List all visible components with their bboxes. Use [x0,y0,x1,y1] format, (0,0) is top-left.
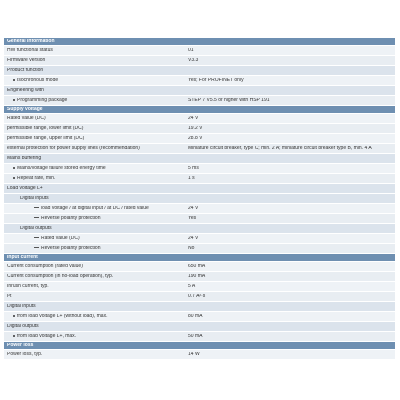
spec-label-cell [4,136,183,141]
spec-label: Rated value (DC) [7,116,46,121]
spec-value: V3.3 [188,58,199,63]
spec-table [4,38,395,360]
spec-value: 19.2 V [188,126,203,131]
spec-label: Mains buffering [7,156,42,161]
section-header [4,106,395,114]
spec-value: 5 ms [188,166,199,171]
spec-row [4,234,395,244]
section-title: Supply voltage [7,107,43,112]
dash-icon [34,247,39,248]
spec-row [4,124,395,134]
dash-icon [34,237,39,238]
spec-label: Repeat rate, min. [17,176,56,181]
spec-label: load voltage / at digital input / at DC / rated value [41,206,149,211]
spec-value: 01 [188,48,194,53]
group-row [4,302,395,312]
spec-label: Digital inputs [7,304,36,309]
spec-label-cell [4,98,183,103]
spec-label-cell [4,146,183,151]
group-row [4,322,395,332]
spec-row [4,174,395,184]
spec-label-cell [4,48,183,53]
group-row [4,194,395,204]
spec-label-cell [4,176,183,181]
section-header [4,254,395,262]
spec-label-cell [4,206,183,211]
spec-label-cell [4,352,183,357]
spec-label: Power loss, typ. [7,352,43,357]
spec-label: Firmware version [7,58,46,63]
spec-label: Programming package [17,98,68,103]
bullet-icon [13,315,15,317]
spec-row [4,204,395,214]
spec-value: 24 V [188,116,199,121]
group-row [4,86,395,96]
spec-label-cell [4,314,183,319]
section-header [4,38,395,46]
spec-row [4,350,395,360]
spec-row [4,164,395,174]
spec-value: 650 mA [188,264,206,269]
spec-label-cell [4,284,183,289]
spec-label: Current consumption (in no-load operation), typ. [7,274,114,279]
spec-label: Digital outputs [7,324,39,329]
spec-label-cell [4,246,183,251]
spec-label: Engineering with [7,88,44,93]
spec-label-cell [4,166,183,171]
spec-value: 190 mA [188,274,206,279]
bullet-icon [13,79,15,81]
spec-label: Load voltage L+ [7,186,43,191]
dash-icon [34,207,39,208]
spec-row [4,244,395,254]
spec-value: 5 A [188,284,196,289]
spec-row [4,312,395,322]
spec-label: permissible range, lower limit (DC) [7,126,84,131]
spec-label-cell [4,156,183,161]
spec-label-cell [4,116,183,121]
spec-value: 24 V [188,236,199,241]
spec-label-cell [4,274,183,279]
spec-row [4,76,395,86]
spec-label: Mains/voltage failure stored energy time [17,166,106,171]
spec-label: permissible range, upper limit (DC) [7,136,85,141]
spec-label-cell [4,294,183,299]
spec-row [4,272,395,282]
section-title: Input current [7,255,38,260]
spec-label-cell [4,324,183,329]
spec-label: Reverse polarity protection [41,216,101,221]
section-header [4,342,395,350]
spec-value: Yes; For PROFINET only [188,78,244,83]
spec-label-cell [4,304,183,309]
spec-label: Digital inputs [20,196,49,201]
spec-value: 24 V [188,206,199,211]
spec-value: 28.8 V [188,136,203,141]
spec-label: from load voltage L+ (without load), max. [17,314,108,319]
bullet-icon [13,177,15,179]
spec-value: Yes [188,216,197,221]
spec-label-cell [4,216,183,221]
spec-label-cell [4,236,183,241]
spec-label: HW functional status [7,48,53,53]
spec-label: Inrush current, typ. [7,284,49,289]
group-row [4,184,395,194]
spec-label: from load voltage L+, max. [17,334,77,339]
spec-label-cell [4,334,183,339]
spec-label: Rated value (DC) [41,236,80,241]
spec-value: Miniature circuit breaker, type C; min. 2 A; miniature circuit breaker type B, min. 4 A [188,146,372,151]
spec-label: Digital outputs [20,226,52,231]
spec-label: Product function [7,68,44,73]
section-title: General information [7,39,55,44]
spec-value: 50 mA [188,334,203,339]
spec-label: Current consumption (rated value) [7,264,83,269]
bullet-icon [13,335,15,337]
spec-label-cell [4,196,183,201]
spec-value: STEP 7 V5.5 or higher with HSP 191 [188,98,270,103]
spec-label: I²t [7,294,12,299]
bullet-icon [13,167,15,169]
spec-label-cell [4,226,183,231]
spec-row [4,144,395,154]
spec-value: No [188,246,195,251]
group-row [4,224,395,234]
spec-row [4,96,395,106]
spec-row [4,332,395,342]
spec-row [4,282,395,292]
group-row [4,66,395,76]
spec-label-cell [4,58,183,63]
bullet-icon [13,99,15,101]
spec-label-cell [4,126,183,131]
spec-value: 1 s [188,176,195,181]
section-title: Power loss [7,343,34,348]
spec-label: Reverse polarity protection [41,246,101,251]
spec-row [4,114,395,124]
spec-row [4,56,395,66]
spec-label-cell [4,264,183,269]
spec-row [4,214,395,224]
spec-row [4,292,395,302]
spec-label: external protection for power supply lines (recommendation) [7,146,140,151]
spec-row [4,46,395,56]
spec-value: 14 W [188,352,200,357]
spec-label: Isochronous mode [17,78,59,83]
dash-icon [34,217,39,218]
spec-value: 80 mA [188,314,203,319]
spec-label-cell [4,78,183,83]
spec-label-cell [4,68,183,73]
spec-label-cell [4,186,183,191]
group-row [4,154,395,164]
spec-row [4,262,395,272]
spec-row [4,134,395,144]
spec-label-cell [4,88,183,93]
spec-value: 0.7 A²·s [188,294,206,299]
